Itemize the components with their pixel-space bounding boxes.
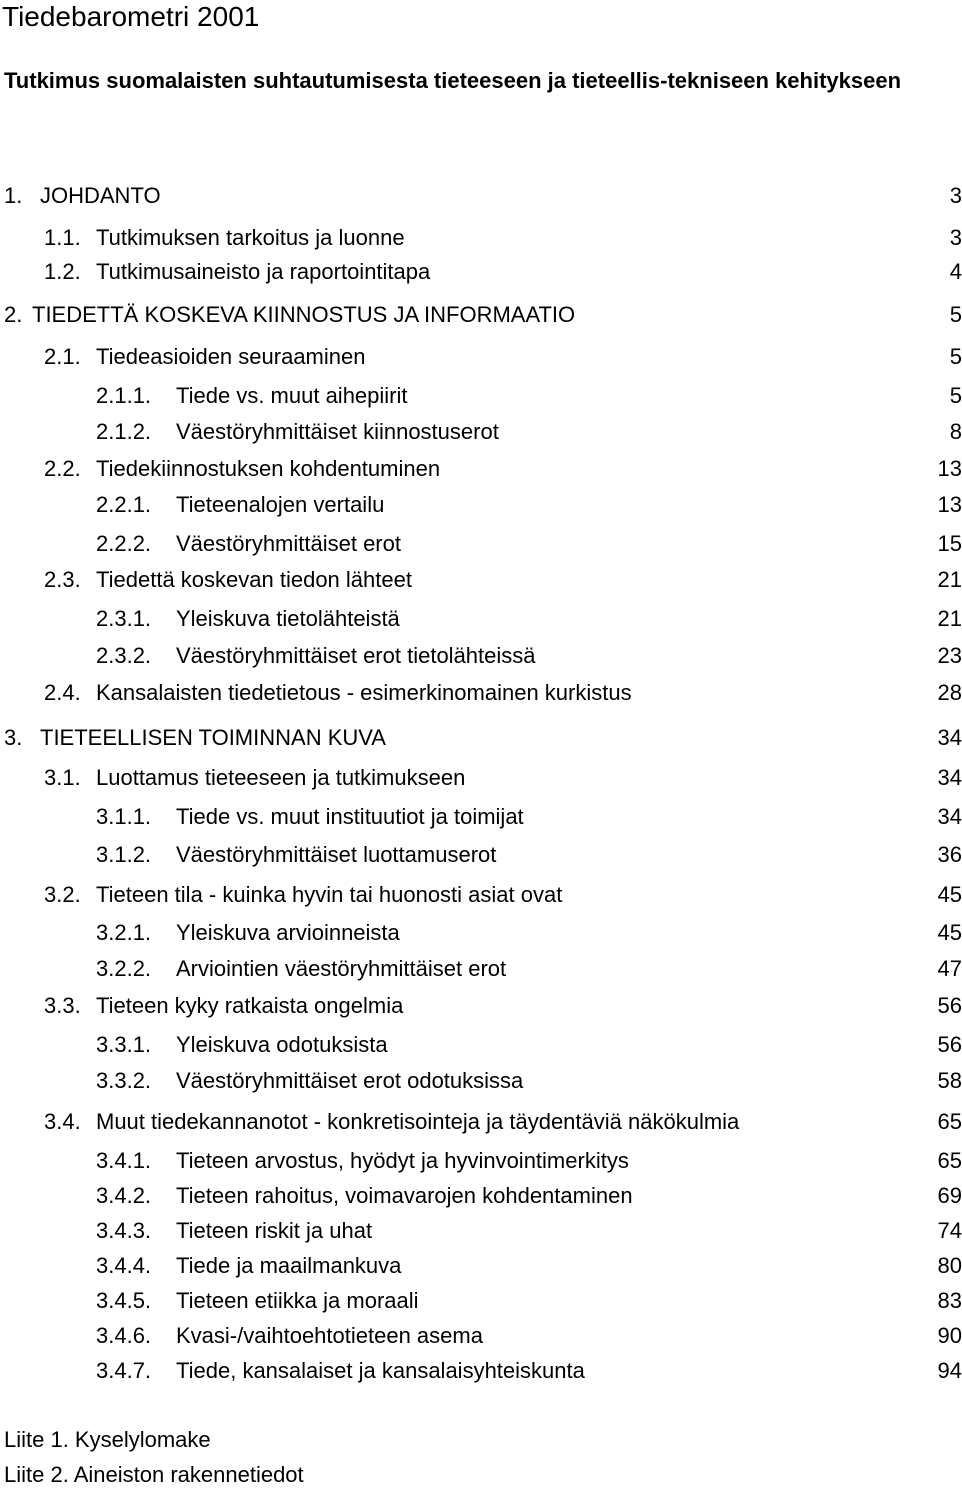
- toc-entry-number: 3.4.1.: [96, 1148, 152, 1173]
- toc-entry: [0, 529, 962, 559]
- toc-entry: [0, 342, 962, 372]
- toc-entry: [0, 1251, 962, 1281]
- toc-entry: [0, 223, 962, 253]
- toc-entry-label: Luottamus tieteeseen ja tutkimukseen: [96, 765, 466, 790]
- toc-entry: [0, 454, 962, 484]
- toc-entry: [0, 1321, 962, 1351]
- toc-entry-label: Tieteenalojen vertailu: [176, 492, 385, 517]
- toc-entry-label: Tiedeasioiden seuraaminen: [96, 344, 366, 369]
- toc-entry-number: 1.1.: [44, 225, 81, 250]
- toc-entry-label: Yleiskuva odotuksista: [176, 1032, 388, 1057]
- toc-entry-number: 3.1.2.: [96, 842, 152, 867]
- document-subtitle: Tutkimus suomalaisten suhtautumisesta tieteeseen ja tieteellis-tekniseen kehitykseen: [4, 68, 902, 93]
- toc-entry-page-number: 5: [949, 302, 962, 327]
- toc-entry: [0, 1286, 962, 1316]
- toc-entry: [0, 840, 962, 870]
- toc-entry-page-number: 34: [937, 765, 962, 790]
- toc-entry-number: 3.3.2.: [96, 1068, 152, 1093]
- toc-entry-page-number: 21: [937, 606, 962, 631]
- toc-entry-page-number: 8: [949, 419, 962, 444]
- toc-entry-label: Yleiskuva arvioinneista: [176, 920, 400, 945]
- toc-entry-number: 2.1.: [44, 344, 81, 369]
- toc-entry-number: 3.1.: [44, 765, 81, 790]
- toc-entry-number: 2.2.2.: [96, 531, 152, 556]
- toc-entry-label: Tieteen riskit ja uhat: [176, 1218, 373, 1243]
- toc-entry-number: 2.3.2.: [96, 643, 152, 668]
- toc-entry: [0, 1356, 962, 1386]
- toc-entry-label: Kansalaisten tiedetietous - esimerkinomainen kurkistus: [96, 680, 632, 705]
- toc-entry-page-number: 47: [937, 956, 962, 981]
- toc-entry-number: 2.3.1.: [96, 606, 152, 631]
- toc-entry-number: 3.: [4, 725, 23, 750]
- toc-entry: [0, 723, 962, 753]
- toc-entry: [0, 641, 962, 671]
- toc-entry-page-number: 36: [937, 842, 962, 867]
- toc-entry-number: 2.: [4, 302, 23, 327]
- toc-entry: [0, 1216, 962, 1246]
- toc-entry-number: 3.4.2.: [96, 1183, 152, 1208]
- toc-entry-label: Tiedekiinnostuksen kohdentuminen: [96, 456, 441, 481]
- toc-entry-label: TIETEELLISEN TOIMINNAN KUVA: [40, 725, 386, 750]
- toc-entry-number: 2.3.: [44, 567, 81, 592]
- toc-entry-number: 2.2.1.: [96, 492, 152, 517]
- toc-entry-number: 3.3.1.: [96, 1032, 152, 1057]
- toc-entry: [0, 490, 962, 520]
- toc-entry-page-number: 13: [937, 456, 962, 481]
- toc-entry-number: 3.4.5.: [96, 1288, 152, 1313]
- toc-entry: [0, 300, 962, 330]
- toc-entry-label: Tieteen tila - kuinka hyvin tai huonosti asiat ovat: [96, 882, 563, 907]
- toc-entry-page-number: 15: [937, 531, 962, 556]
- toc-entry: [0, 1030, 962, 1060]
- toc-entry-page-number: 13: [937, 492, 962, 517]
- toc-entry-page-number: 45: [937, 882, 962, 907]
- toc-entry: [0, 802, 962, 832]
- toc-entry-number: 3.4.3.: [96, 1218, 152, 1243]
- toc-entry: [0, 991, 962, 1021]
- toc-entry: [0, 763, 962, 793]
- toc-entry: [0, 181, 962, 211]
- appendix-2: Liite 2. Aineiston rakennetiedot: [4, 1462, 304, 1487]
- toc-entry-label: Tieteen arvostus, hyödyt ja hyvinvointimerkitys: [176, 1148, 629, 1173]
- toc-entry-page-number: 23: [937, 643, 962, 668]
- toc-entry-label: Kvasi-/vaihtoehtotieteen asema: [176, 1323, 483, 1348]
- toc-entry-page-number: 65: [937, 1109, 962, 1134]
- toc-entry-label: JOHDANTO: [40, 183, 161, 208]
- toc-entry-page-number: 90: [937, 1323, 962, 1348]
- toc-entry-label: Tieteen kyky ratkaista ongelmia: [96, 993, 404, 1018]
- toc-entry-label: Tiede vs. muut aihepiirit: [176, 383, 408, 408]
- toc-entry-number: 3.4.4.: [96, 1253, 152, 1278]
- toc-entry: [0, 604, 962, 634]
- toc-entry-label: Tieteen rahoitus, voimavarojen kohdentaminen: [176, 1183, 633, 1208]
- toc-entry-page-number: 34: [937, 725, 962, 750]
- toc-entry-page-number: 34: [937, 804, 962, 829]
- toc-entry-page-number: 83: [937, 1288, 962, 1313]
- toc-entry-label: Tiedettä koskevan tiedon lähteet: [96, 567, 412, 592]
- toc-entry-page-number: 56: [937, 993, 962, 1018]
- toc-entry-page-number: 58: [937, 1068, 962, 1093]
- toc-entry: [0, 381, 962, 411]
- toc-entry: [0, 1146, 962, 1176]
- toc-entry-page-number: 80: [937, 1253, 962, 1278]
- toc-entry-label: TIEDETTÄ KOSKEVA KIINNOSTUS JA INFORMAATIO: [32, 302, 576, 327]
- toc-entry-page-number: 5: [949, 383, 962, 408]
- toc-entry: [0, 678, 962, 708]
- toc-entry-number: 2.4.: [44, 680, 81, 705]
- toc-entry-page-number: 28: [937, 680, 962, 705]
- toc-entry-label: Tiede, kansalaiset ja kansalaisyhteiskunta: [176, 1358, 585, 1383]
- toc-entry-label: Väestöryhmittäiset erot odotuksissa: [176, 1068, 524, 1093]
- toc-entry-label: Arviointien väestöryhmittäiset erot: [176, 956, 507, 981]
- toc-entry-number: 2.2.: [44, 456, 81, 481]
- toc-entry-number: 3.2.: [44, 882, 81, 907]
- toc-entry-label: Väestöryhmittäiset erot tietolähteissä: [176, 643, 536, 668]
- toc-entry-number: 3.3.: [44, 993, 81, 1018]
- toc-entry: [0, 1066, 962, 1096]
- toc-entry-page-number: 3: [949, 225, 962, 250]
- toc-entry-label: Väestöryhmittäiset erot: [176, 531, 401, 556]
- toc-entry: [0, 954, 962, 984]
- toc-entry-number: 2.1.1.: [96, 383, 152, 408]
- toc-entry-label: Tiede ja maailmankuva: [176, 1253, 402, 1278]
- toc-entry-number: 3.2.2.: [96, 956, 152, 981]
- toc-entry-number: 3.1.1.: [96, 804, 152, 829]
- toc-entry-label: Muut tiedekannanotot - konkretisointeja ja täydentäviä näkökulmia: [96, 1109, 740, 1134]
- document-title: Tiedebarometri 2001: [2, 1, 260, 32]
- toc-entry: [0, 918, 962, 948]
- toc-entry-page-number: 5: [949, 344, 962, 369]
- toc-entry-page-number: 45: [937, 920, 962, 945]
- toc-entry: [0, 880, 962, 910]
- toc-entry-label: Väestöryhmittäiset luottamuserot: [176, 842, 497, 867]
- toc-entry-page-number: 56: [937, 1032, 962, 1057]
- toc-entry-label: Yleiskuva tietolähteistä: [176, 606, 400, 631]
- appendix-1: Liite 1. Kyselylomake: [4, 1427, 211, 1452]
- toc-entry-page-number: 3: [949, 183, 962, 208]
- toc-entry: [0, 565, 962, 595]
- toc-entry-number: 3.2.1.: [96, 920, 152, 945]
- toc-entry: [0, 417, 962, 447]
- toc-entry-number: 1.2.: [44, 259, 81, 284]
- toc-entry-number: 2.1.2.: [96, 419, 152, 444]
- toc-entry: [0, 1107, 962, 1137]
- toc-entry-page-number: 74: [937, 1218, 962, 1243]
- toc-entry-label: Tiede vs. muut instituutiot ja toimijat: [176, 804, 524, 829]
- toc-entry-number: 1.: [4, 183, 23, 208]
- toc-entry-label: Tutkimusaineisto ja raportointitapa: [96, 259, 431, 284]
- toc-entry-label: Tieteen etiikka ja moraali: [176, 1288, 419, 1313]
- toc-entry-label: Tutkimuksen tarkoitus ja luonne: [96, 225, 405, 250]
- toc-entry: [0, 257, 962, 287]
- toc-entry-page-number: 69: [937, 1183, 962, 1208]
- toc-entry-number: 3.4.7.: [96, 1358, 152, 1383]
- toc-entry-page-number: 94: [937, 1358, 962, 1383]
- toc-entry: [0, 1181, 962, 1211]
- toc-entry-page-number: 21: [937, 567, 962, 592]
- toc-entry-page-number: 4: [949, 259, 962, 284]
- toc-entry-number: 3.4.6.: [96, 1323, 152, 1348]
- toc-entry-number: 3.4.: [44, 1109, 81, 1134]
- toc-entry-label: Väestöryhmittäiset kiinnostuserot: [176, 419, 499, 444]
- toc-entry-page-number: 65: [937, 1148, 962, 1173]
